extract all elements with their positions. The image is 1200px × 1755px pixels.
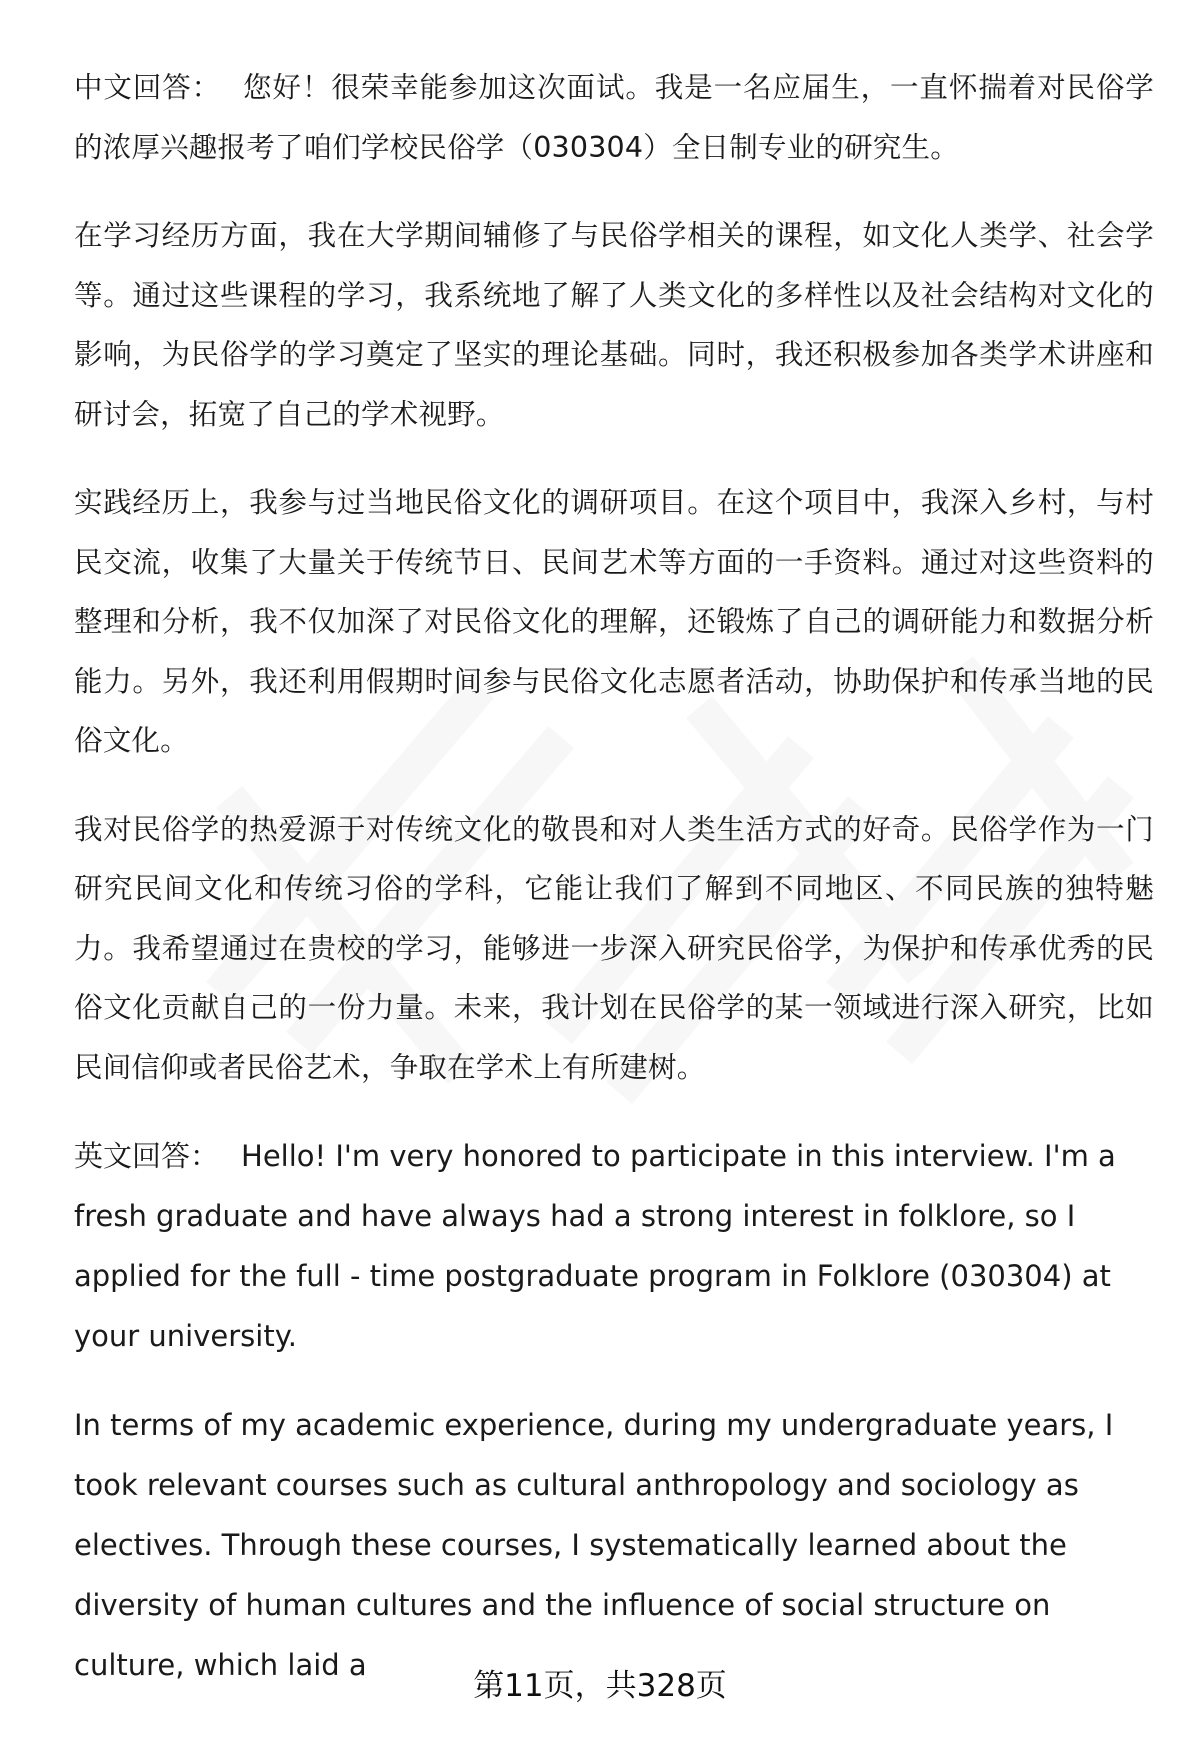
paragraph-text: 在学习经历方面，我在大学期间辅修了与民俗学相关的课程，如文化人类学、社会学等。通过这些课程的学习，我系统地了解了人类文化的多样性以及社会结构对文化的影响，为民俗学的学习奠定了坚实的理论基础。同时，我还积极参加各类学术讲座和研讨会，拓宽了自己的学术视野。 — [74, 219, 1154, 431]
chinese-answer-label: 中文回答： — [74, 71, 222, 104]
paragraph-text: 您好！很荣幸能参加这次面试。我是一名应届生，一直怀揣着对民俗学的浓厚兴趣报考了咱们学校民俗学（030304）全日制专业的研究生。 — [74, 71, 1154, 164]
paragraph-academic-experience-en — [74, 1395, 1154, 1695]
paragraph-chinese-answer-intro — [74, 58, 1154, 177]
paragraph-motivation-cn — [74, 800, 1154, 1098]
paragraph-english-answer-intro — [74, 1126, 1154, 1366]
english-answer-label: 英文回答： — [74, 1139, 220, 1173]
paragraph-text: 我对民俗学的热爱源于对传统文化的敬畏和对人类生活方式的好奇。民俗学作为一门研究民间文化和传统习俗的学科，它能让我们了解到不同地区、不同民族的独特魅力。我希望通过在贵校的学习，能够进一步深入研究民俗学，为保护和传承优秀的民俗文化贡献自己的一份力量。未来，我计划在民俗学的某一领域进行深入研究，比如民间信仰或者民俗艺术，争取在学术上有所建树。 — [74, 812, 1154, 1084]
paragraph-text: 实践经历上，我参与过当地民俗文化的调研项目。在这个项目中，我深入乡村，与村民交流，收集了大量关于传统节日、民间艺术等方面的一手资料。通过对这些资料的整理和分析，我不仅加深了对民俗文化的理解，还锻炼了自己的调研能力和数据分析能力。另外，我还利用假期时间参与民俗文化志愿者活动，协助保护和传承当地的民俗文化。 — [74, 486, 1154, 757]
paragraph-practice-experience-cn — [74, 473, 1154, 771]
paragraph-text: Hello! I'm very honored to participate in this interview. I'm a fresh graduate and have always had a strong interest in folklore, so I applied for the full - time postgraduate program in Folklore (030304) at your university. — [74, 1139, 1116, 1353]
page-number-footer: 第11页，共328页 — [473, 1668, 727, 1704]
document-body — [74, 58, 1154, 1724]
paragraph-text: In terms of my academic experience, during my undergraduate years, I took relevant courses such as cultural anthropology and sociology as electives. Through these courses, I systematically learned about the diversity of human cultures and the influence of social structure on culture, which laid a — [74, 1408, 1114, 1682]
paragraph-academic-experience-cn — [74, 206, 1154, 444]
